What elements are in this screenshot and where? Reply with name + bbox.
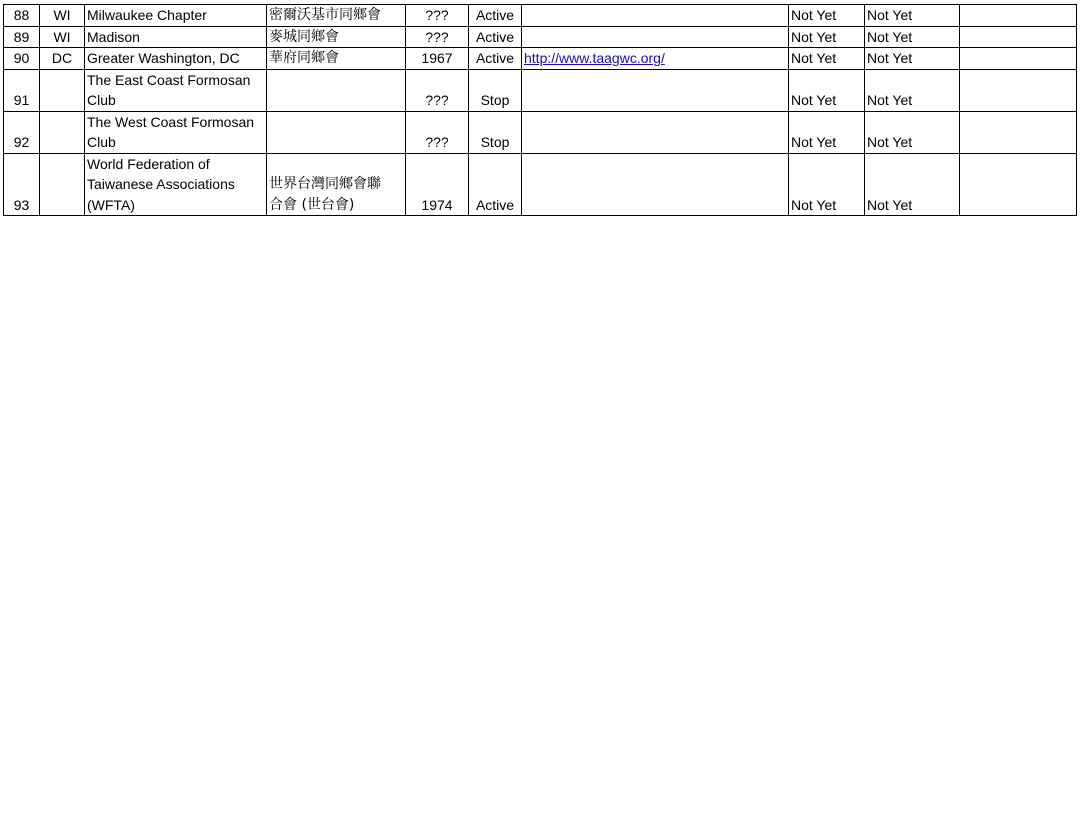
chinese-name-cell — [267, 5, 406, 27]
state-cell — [40, 111, 85, 153]
status-col-b-cell: Not Yet — [865, 48, 960, 70]
association-name-cell — [85, 5, 267, 27]
association-name-cell-line: World Federation of — [87, 155, 210, 172]
chinese-name-cell — [267, 111, 406, 153]
associations-table — [3, 4, 1077, 216]
empty-cell — [960, 48, 1077, 70]
association-name-cell-line: Taiwanese Associations — [87, 176, 235, 192]
state-cell: WI — [40, 26, 85, 48]
status-col-a-cell: Not Yet — [789, 48, 865, 70]
association-name-cell — [85, 111, 267, 153]
empty-cell — [960, 69, 1077, 111]
status-col-a-cell: Not Yet — [789, 69, 865, 111]
chinese-name-cell — [267, 153, 406, 216]
status-cell: Active — [469, 26, 522, 48]
table-body — [4, 5, 1077, 216]
status-col-a-cell: Not Yet — [789, 5, 865, 27]
status-col-a-cell: Not Yet — [789, 26, 865, 48]
table-row — [4, 69, 1077, 111]
founded-year-cell: ??? — [406, 111, 469, 153]
status-cell: Stop — [469, 111, 522, 153]
status-col-a-cell: Not Yet — [789, 153, 865, 216]
website-cell — [522, 26, 789, 48]
table-row — [4, 153, 1077, 216]
chinese-name-cell-line: 密爾沃基市同鄉會 — [269, 7, 381, 23]
status-col-b-cell: Not Yet — [865, 153, 960, 216]
row-number-cell: 93 — [4, 153, 40, 216]
founded-year-cell: ??? — [406, 26, 469, 48]
chinese-name-cell-line: 華府同鄉會 — [269, 50, 339, 66]
association-name-cell-line: The West Coast Formosan — [87, 113, 255, 130]
association-name-cell-line: Greater Washington, DC — [87, 50, 240, 66]
status-cell: Active — [469, 48, 522, 70]
status-cell: Stop — [469, 69, 522, 111]
status-cell: Active — [469, 153, 522, 216]
chinese-name-cell-line: 世界台灣同鄉會聯 — [269, 176, 381, 192]
founded-year-cell: 1967 — [406, 48, 469, 70]
row-number-cell: 92 — [4, 111, 40, 153]
association-name-cell — [85, 48, 267, 70]
table-row — [4, 111, 1077, 153]
founded-year-cell: 1974 — [406, 153, 469, 216]
association-name-cell-line: The East Coast Formosan — [87, 71, 251, 88]
empty-cell — [960, 26, 1077, 48]
website-cell — [522, 5, 789, 27]
empty-cell — [960, 111, 1077, 153]
row-number-cell: 91 — [4, 69, 40, 111]
table-row — [4, 5, 1077, 27]
empty-cell — [960, 5, 1077, 27]
status-col-b-cell: Not Yet — [865, 26, 960, 48]
founded-year-cell: ??? — [406, 69, 469, 111]
website-cell — [522, 69, 789, 111]
association-name-cell — [85, 69, 267, 111]
row-number-cell: 88 — [4, 5, 40, 27]
status-col-b-cell: Not Yet — [865, 5, 960, 27]
website-cell — [522, 153, 789, 216]
chinese-name-cell — [267, 26, 406, 48]
state-cell: WI — [40, 5, 85, 27]
status-col-a-cell: Not Yet — [789, 111, 865, 153]
website-cell — [522, 48, 789, 70]
status-col-b-cell: Not Yet — [865, 111, 960, 153]
status-cell: Active — [469, 5, 522, 27]
state-cell: DC — [40, 48, 85, 70]
chinese-name-cell — [267, 48, 406, 70]
table-row — [4, 26, 1077, 48]
website-link[interactable]: http://www.taagwc.org/ — [524, 50, 665, 66]
chinese-name-cell-line: 合會 (世台會) — [269, 196, 355, 213]
association-name-cell-line: Club — [87, 92, 116, 108]
empty-cell — [960, 153, 1077, 216]
state-cell — [40, 69, 85, 111]
association-name-cell — [85, 153, 267, 216]
founded-year-cell: ??? — [406, 5, 469, 27]
state-cell — [40, 153, 85, 216]
association-name-cell-line: Madison — [87, 28, 140, 45]
association-name-cell-line: Milwaukee Chapter — [87, 7, 207, 23]
association-name-cell — [85, 26, 267, 48]
association-name-cell-line: (WFTA) — [87, 196, 135, 213]
row-number-cell: 90 — [4, 48, 40, 70]
association-name-cell-line: Club — [87, 134, 116, 150]
chinese-name-cell — [267, 69, 406, 111]
website-cell — [522, 111, 789, 153]
table-row — [4, 48, 1077, 70]
row-number-cell: 89 — [4, 26, 40, 48]
chinese-name-cell-line: 麥城同鄉會 — [269, 28, 339, 45]
status-col-b-cell: Not Yet — [865, 69, 960, 111]
